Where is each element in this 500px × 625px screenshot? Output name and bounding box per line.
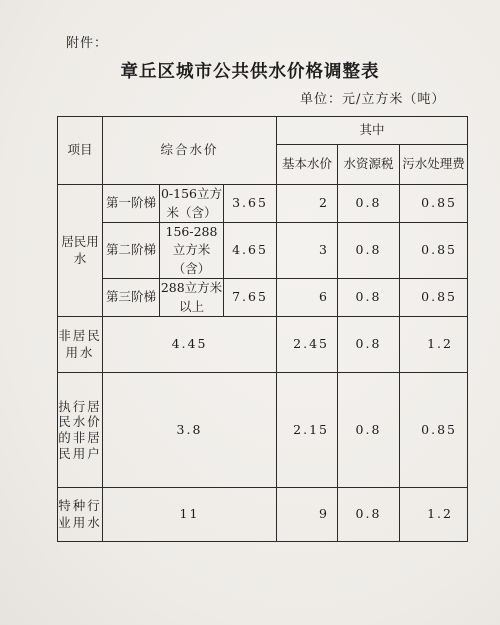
tier-basic: 3 — [277, 223, 338, 279]
tier-resource-tax: 0.8 — [338, 223, 400, 279]
tier-basic: 2 — [277, 185, 338, 223]
tier-composite: 3.65 — [224, 185, 277, 223]
tier-sewage: 0.85 — [400, 279, 468, 317]
row-label: 特种行业用水 — [58, 488, 103, 542]
tier-resource-tax: 0.8 — [338, 279, 400, 317]
price-table — [57, 116, 468, 542]
tier-composite: 4.65 — [224, 223, 277, 279]
row-composite: 3.8 — [103, 373, 277, 488]
page-title: 章丘区城市公共供水价格调整表 — [120, 62, 380, 82]
tier-range: 288立方米以上 — [160, 279, 224, 317]
tier-composite: 7.65 — [224, 279, 277, 317]
row-sewage: 0.85 — [400, 373, 468, 488]
table-row — [58, 185, 468, 223]
header-row-1 — [58, 117, 468, 145]
row-composite: 4.45 — [103, 317, 277, 373]
header-item: 项目 — [58, 117, 103, 185]
row-resource-tax: 0.8 — [338, 317, 400, 373]
header-resource-tax: 水资源税 — [338, 145, 400, 185]
row-basic: 2.45 — [277, 317, 338, 373]
tier-sewage: 0.85 — [400, 223, 468, 279]
table-row — [58, 317, 468, 373]
table-row — [58, 373, 468, 488]
tier-sewage: 0.85 — [400, 185, 468, 223]
row-label: 非居民用水 — [58, 317, 103, 373]
header-sewage: 污水处理费 — [400, 145, 468, 185]
row-sewage: 1.2 — [400, 317, 468, 373]
row-sewage: 1.2 — [400, 488, 468, 542]
tier-resource-tax: 0.8 — [338, 185, 400, 223]
row-basic: 2.15 — [277, 373, 338, 488]
row-composite: 11 — [103, 488, 277, 542]
row-resource-tax: 0.8 — [338, 373, 400, 488]
header-of-which: 其中 — [277, 117, 468, 145]
tier-label: 第三阶梯 — [103, 279, 160, 317]
residential-label: 居民用水 — [58, 185, 103, 317]
row-label: 执行居民水价的非居民用户 — [58, 373, 103, 488]
header-composite: 综合水价 — [103, 117, 277, 185]
attachment-label: 附件： — [66, 36, 109, 51]
header-basic: 基本水价 — [277, 145, 338, 185]
table-row — [58, 279, 468, 317]
tier-basic: 6 — [277, 279, 338, 317]
unit-note: 单位：元/立方米（吨） — [300, 92, 446, 107]
tier-range: 0-156立方米（含） — [160, 185, 224, 223]
tier-label: 第一阶梯 — [103, 185, 160, 223]
row-resource-tax: 0.8 — [338, 488, 400, 542]
table-row — [58, 488, 468, 542]
tier-label: 第二阶梯 — [103, 223, 160, 279]
table-row — [58, 223, 468, 279]
tier-range: 156-288立方米（含） — [160, 223, 224, 279]
row-basic: 9 — [277, 488, 338, 542]
